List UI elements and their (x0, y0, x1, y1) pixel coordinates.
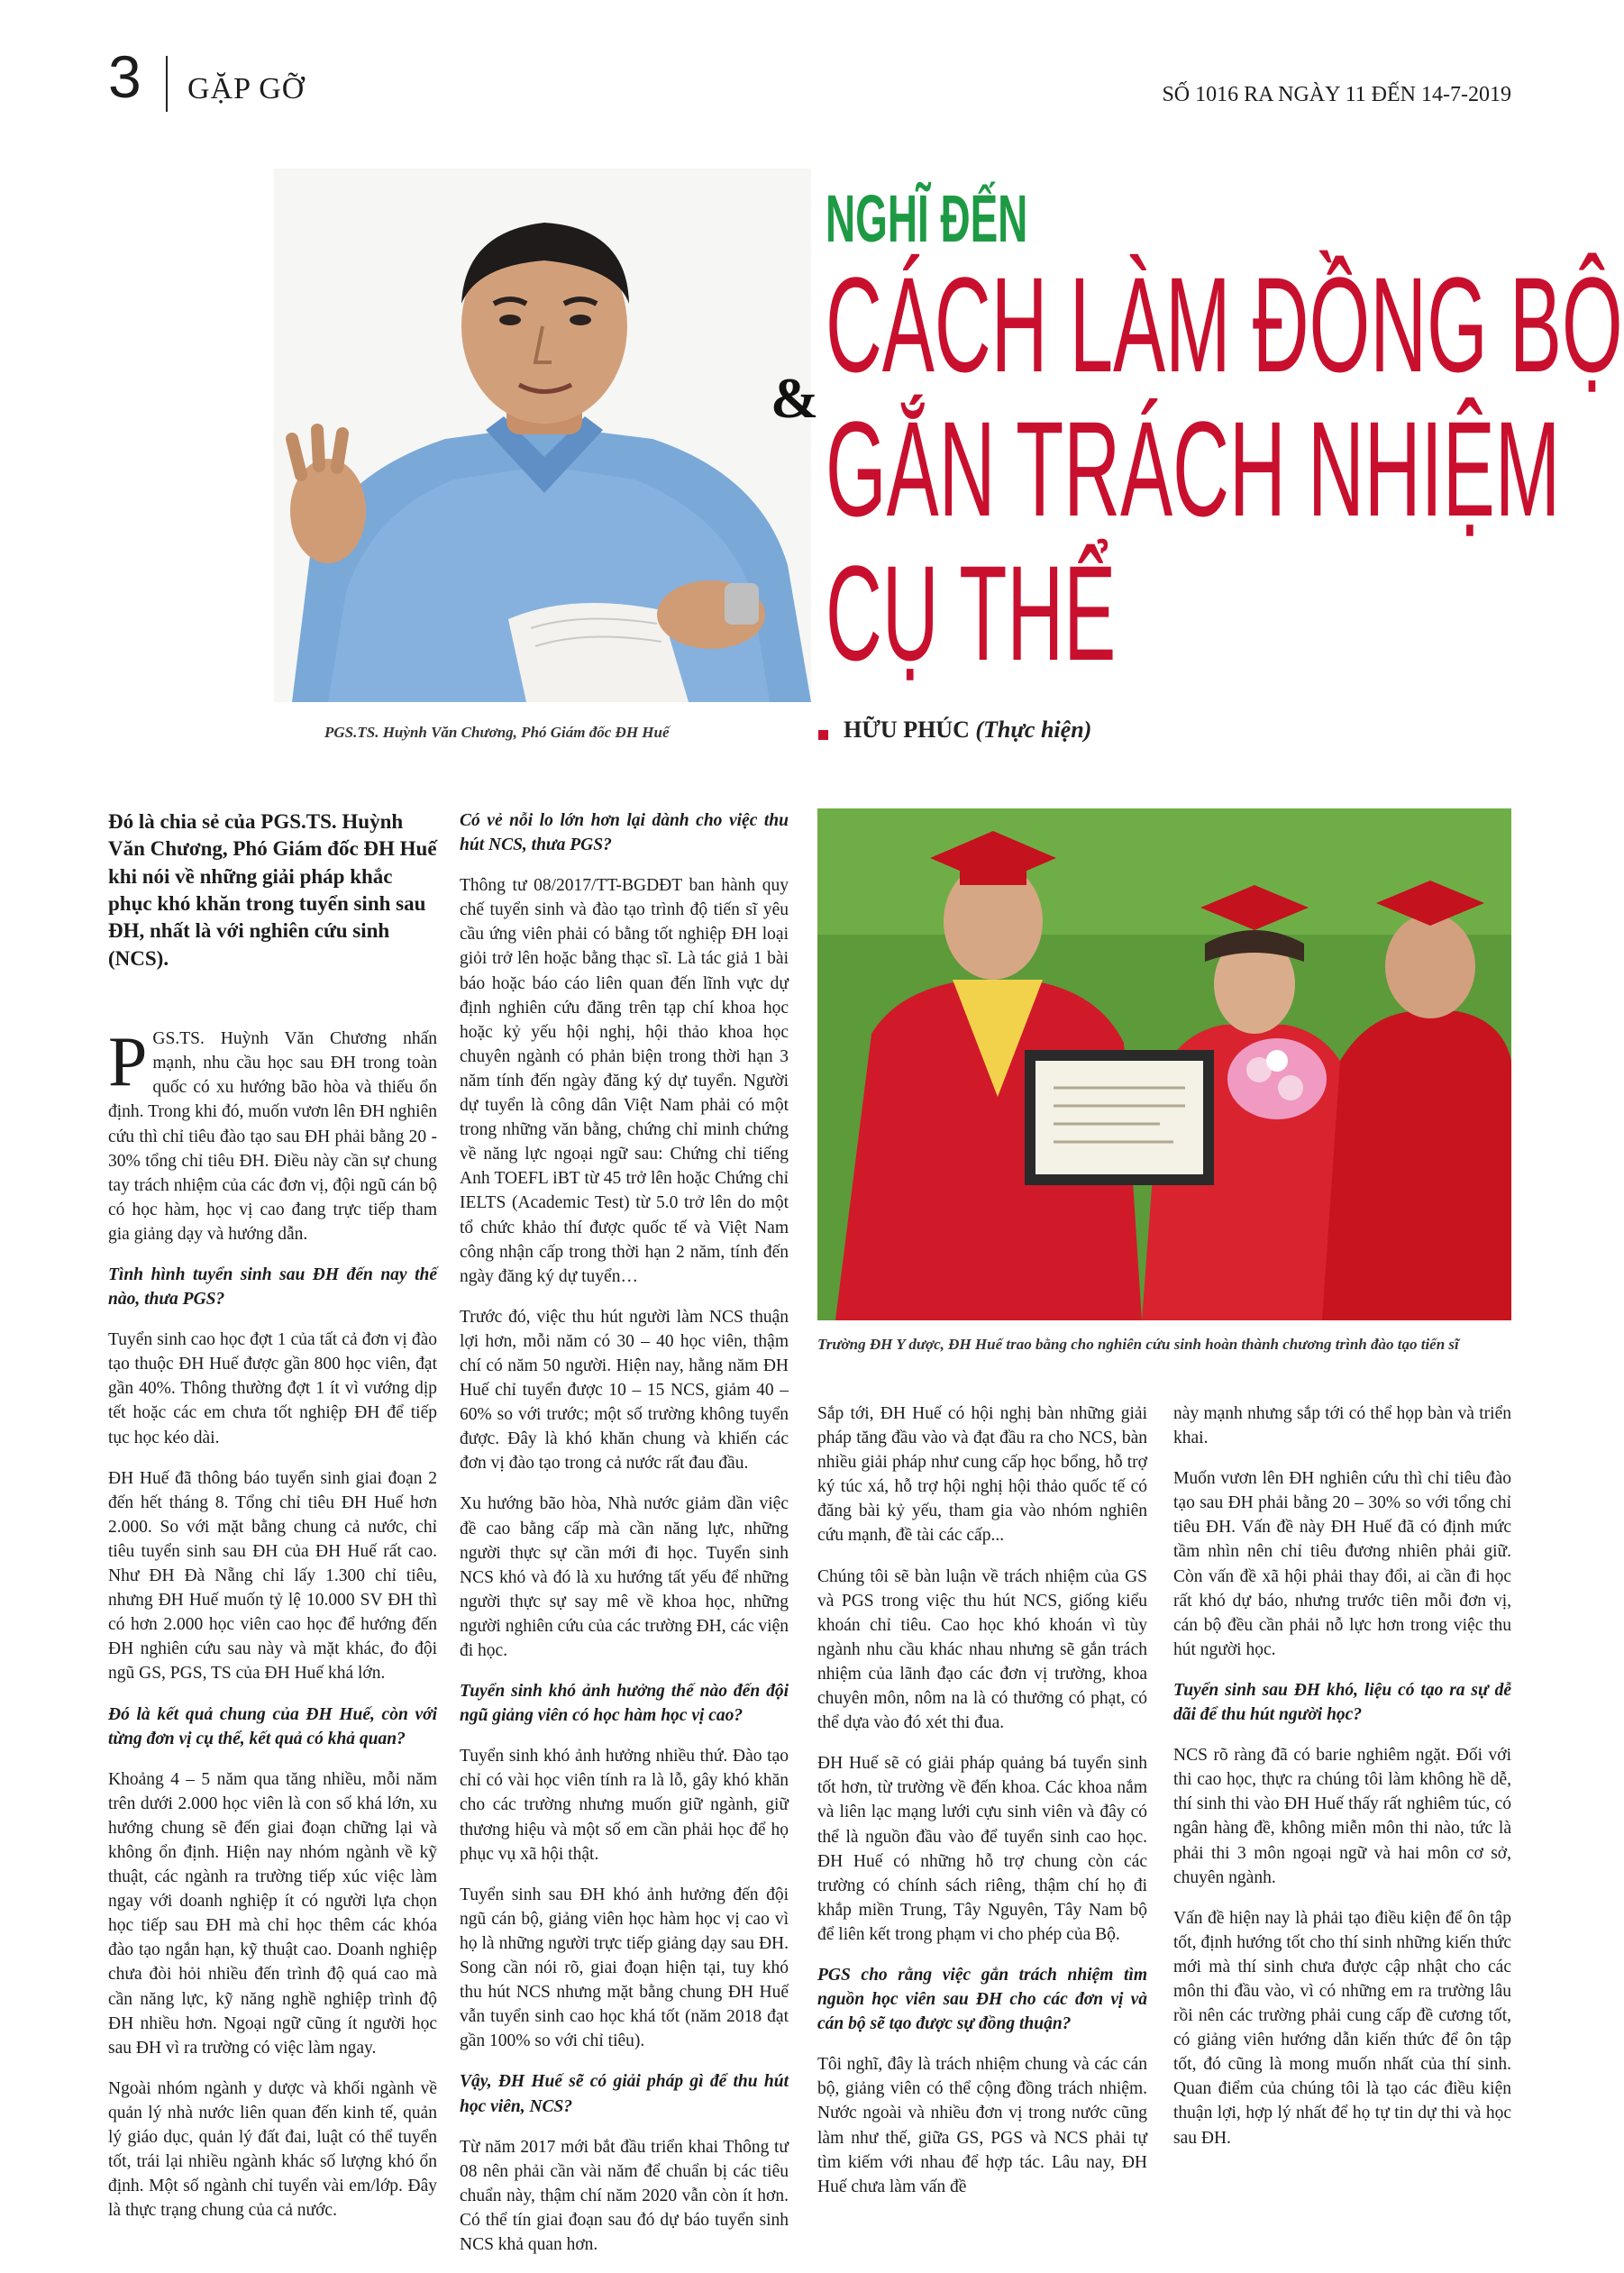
page-number: 3 (108, 43, 141, 110)
interview-question: Vậy, ĐH Huế sẽ có giải pháp gì để thu hút học viên, NCS? (460, 2072, 789, 2116)
ceremony-photo (817, 808, 1511, 1320)
drop-cap: P (108, 1022, 148, 1101)
article-paragraph: Tuyển sinh khó ảnh hưởng nhiều thứ. Đào tạo chỉ có vài học viên tính ra là lỗ, gây khó khăn cho các trường nhưng muốn giữ ngành, giữ thương hiệu và một số em cần phải học để họ phục vụ xã hội thật. (460, 1747, 789, 1864)
article-paragraph: Xu hướng bão hòa, Nhà nước giảm dần việc đề cao bằng cấp mà cần năng lực, những người thực sự cần mới đi học. Tuyển sinh NCS khó và đó là xu hướng tất yếu để những người thực sự say mê về khoa học, những người nghiên cứu của các trường ĐH, các viện đi học. (460, 1494, 789, 1660)
header-divider (166, 56, 168, 112)
ceremony-illustration (817, 808, 1511, 1320)
article-paragraph: Vấn đề hiện nay là phải tạo điều kiện để ôn tập tốt, định hướng tốt cho thí sinh những kiến thức mới mà thí sinh chưa được cập nhật cho các môn thi đầu vào, vì có những em ra trường lâu rồi nên các trường phải cung cấp đề cương tốt, có giảng viên hướng dẫn kiến thức để ôn tập tốt, đó cũng là mong muốn nhất của thí sinh. Quan điểm của chúng tôi là tạo các điều kiện thuận lợi, hợp lý nhất để họ tự tin dự thi và học sau ĐH. (1173, 1908, 1511, 2148)
title-line-3: CỤ THỂ (826, 537, 1117, 689)
article-paragraph: ĐH Huế sẽ có giải pháp quảng bá tuyển sinh tốt hơn, từ trường về đến khoa. Các khoa nắm và liên lạc mạng lưới cựu sinh viên và đây có thể là nguồn đầu vào để tuyển sinh cao học. ĐH Huế có những hỗ trợ chung còn các trường có chính sách riêng, thậm chí họ đi khắp miền Trung, Tây Nguyên, Tây Nam bộ để liên kết trong phạm vi cho phép của Bộ. (817, 1754, 1147, 1944)
title-kicker: NGHĨ ĐẾN (826, 181, 1028, 256)
interview-question: Tình hình tuyển sinh sau ĐH đến nay thế nào, thưa PGS? (108, 1265, 437, 1310)
article-paragraph: NCS rõ ràng đã có barie nghiêm ngặt. Đối với thi cao học, thực ra chúng tôi làm không hề dễ, thí sinh thi vào ĐH Huế thấy rất nghiêm túc, có ngân hàng đề, không miễn môn thi nào, tức là phải thi 3 môn ngoại ngữ và hai môn cơ sở, chuyên ngành. (1173, 1746, 1511, 1887)
portrait-caption: PGS.TS. Huỳnh Văn Chương, Phó Giám đốc ĐH Huế (324, 724, 670, 741)
article-paragraph: Tôi nghĩ, đây là trách nhiệm chung và các cán bộ, giảng viên có thể cộng đồng trách nhiệm. Nước ngoài và nhiều đơn vị trong nước cũng làm như thế, giữa GS, PGS và NCS phải tự tìm kiếm với nhau để hợp tác. Lâu nay, ĐH Huế chưa làm vấn đề (817, 2055, 1147, 2196)
interview-question: Đó là kết quả chung của ĐH Huế, còn với từng đơn vị cụ thể, kết quả có khả quan? (108, 1704, 437, 1748)
section-title: GẶP GỠ (187, 72, 306, 105)
article-paragraph: Muốn vươn lên ĐH nghiên cứu thì chỉ tiêu đào tạo sau ĐH phải bằng 20 – 30% so với tổng chỉ tiêu ĐH. Vấn đề này ĐH Huế đã có định mức tầm nhìn nên chỉ tiêu đương nhiên phải giữ. Còn vấn đề xã hội phải thay đổi, ai cần đi học rất khó dự báo, nhưng trước tiên mỗi đơn vị, cán bộ đều cần phải nỗ lực hơn trong việc thu hút người học. (1173, 1469, 1511, 1659)
article-paragraph: Khoảng 4 – 5 năm qua tăng nhiều, mỗi năm trên dưới 2.000 học viên là con số khá lớn, xu hướng chung sẽ đến giai đoạn chững lại và không ổn định. Hiện nay nhóm ngành về kỹ thuật, các ngành ra trường tiếp xúc việc làm ngay với doanh nghiệp ít có người lựa chọn học tiếp sau ĐH mà chỉ học thêm các khóa đào tạo ngắn hạn, kỹ thuật cao. Doanh nghiệp chưa đòi hỏi nhiều đến trình độ quá cao mà cần năng lực, kỹ năng nghề nghiệp trình độ ĐH nhiều hơn. Ngoại ngữ cũng ít người học sau ĐH vì ra trường có việc làm ngay. (108, 1769, 437, 2058)
issue-date: SỐ 1016 RA NGÀY 11 ĐẾN 14-7-2019 (1162, 83, 1511, 106)
interview-question: Tuyển sinh khó ảnh hưởng thế nào đến đội ngũ giảng viên có học hàm học vị cao? (460, 1682, 789, 1726)
article-paragraph: Trước đó, việc thu hút người làm NCS thuận lợi hơn, mỗi năm có 30 – 40 học viên, thậm chí có năm 50 người. Hiện nay, hằng năm ĐH Huế chỉ tuyển được 10 – 15 NCS, giảm 40 – 60% so với trước; một số trường không tuyển được. Đây là khó khăn chung và khiến các đơn vị đào tạo trong cả nước rất đau đầu. (460, 1307, 789, 1474)
byline (844, 717, 1091, 744)
article-paragraph: PGS.TS. Huỳnh Văn Chương nhấn mạnh, nhu cầu học sau ĐH trong toàn quốc có xu hướng bão hòa và thiếu ổn định. Trong khi đó, muốn vươn lên ĐH nghiên cứu thì chỉ tiêu đào tạo sau ĐH phải bằng 20 - 30% tổng chỉ tiêu ĐH. Điều này cần sự chung tay trách nhiệm của các đơn vị, đội ngũ cán bộ có học hàm, học vị cao đang trực tiếp tham gia giảng dạy và hướng dẫn. (108, 1022, 437, 1244)
article-paragraph: Sắp tới, ĐH Huế có hội nghị bàn những giải pháp tăng đầu vào và đạt đầu ra cho NCS, bàn nhiều giải pháp như cung cấp học bổng, hỗ trợ ký túc xá, hỗ trợ hội nghị hội thảo quốc tế có đăng bài kỷ yếu, tham gia vào nhóm nghiên cứu mạnh, đề tài các cấp... (817, 1404, 1147, 1546)
article-paragraph: Ngoài nhóm ngành y dược và khối ngành về quản lý nhà nước liên quan đến kinh tế, quản lý giáo dục, quản lý đất đai, luật có thể tuyển tốt, trái lại nhiều ngành khác số lượng khó ổn định. Một số ngành chỉ tuyển vài em/lớp. Đây là thực trạng chung của cả nước. (108, 2078, 437, 2221)
portrait-illustration (274, 169, 811, 702)
byline-bullet-icon (818, 730, 828, 740)
portrait-photo (274, 169, 811, 702)
article-paragraph: này mạnh nhưng sắp tới có thể họp bàn và triển khai. (1173, 1404, 1511, 1448)
interview-question: Tuyển sinh sau ĐH khó, liệu có tạo ra sự dễ dãi để thu hút người học? (1173, 1680, 1511, 1725)
article-paragraph: Chúng tôi sẽ bàn luận về trách nhiệm của GS và PGS trong việc thu hút NCS, giống kiểu khoán chỉ tiêu. Cao học khó khoán vì tùy ngành nhu cầu khác nhau nhưng sẽ gắn trách nhiệm của lãnh đạo các đơn vị trường, khoa chuyên môn, nôm na là có thưởng có phạt, có thể dựa vào đó xét thi đua. (817, 1566, 1147, 1733)
ceremony-caption: Trường ĐH Y dược, ĐH Huế trao bằng cho nghiên cứu sinh hoàn thành chương trình đào tạo tiến sĩ (817, 1336, 1459, 1353)
byline-author: HỮU PHÚC (844, 717, 970, 743)
interview-question: PGS cho rằng việc gắn trách nhiệm tìm nguồn học viên sau ĐH cho các đơn vị và cán bộ sẽ tạo được sự đồng thuận? (817, 1965, 1147, 2034)
article-lead: Đó là chia sẻ của PGS.TS. Huỳnh Văn Chương, Phó Giám đốc ĐH Huế khi nói về những giải pháp khắc phục khó khăn trong tuyển sinh sau ĐH, nhất là với nghiên cứu sinh (NCS). (108, 810, 437, 970)
article-paragraph: Tuyển sinh sau ĐH khó ảnh hưởng đến đội ngũ cán bộ, giảng viên học hàm học vị cao vì họ là những người trực tiếp giảng dạy sau ĐH. Song cần nói rõ, giai đoạn hiện tại, tuy khó thu hút NCS nhưng mặt bằng chung ĐH Huế vẫn tuyển sinh cao học khá tốt (năm 2018 đạt gần 100% so với chỉ tiêu). (460, 1885, 789, 2051)
article-paragraph: ĐH Huế đã thông báo tuyển sinh giai đoạn 2 đến hết tháng 8. Tổng chỉ tiêu ĐH Huế hơn 2.000. So với mặt bằng chung cả nước, chỉ tiêu tuyển sinh sau ĐH của ĐH Huế rất cao. Như ĐH Đà Nẵng chỉ lấy 1.300 chỉ tiêu, nhưng ĐH Huế muốn tỷ lệ 10.000 SV ĐH thì có hơn 2.000 học viên cao học để hướng đến ĐH nghiên cứu sau này và mặt khác, đo đội ngũ GS, PGS, TS của ĐH Huế khá lớn. (108, 1468, 437, 1684)
article-column-3 (817, 1401, 1147, 2215)
interview-question: Có vẻ nỗi lo lớn hơn lại dành cho việc thu hút NCS, thưa PGS? (460, 811, 789, 855)
title-ampersand: & (771, 366, 819, 430)
byline-role: (Thực hiện) (975, 717, 1092, 743)
article-column-4 (1173, 1401, 1511, 2167)
title-line-2: GẮN TRÁCH NHIỆM (826, 393, 1561, 544)
article-paragraph: Thông tư 08/2017/TT-BGDĐT ban hành quy chế tuyển sinh và đào tạo trình độ tiến sĩ yêu cầu ứng viên phải có bằng tốt nghiệp ĐH loại giỏi trở lên hoặc bằng thạc sĩ. Là tác giả 1 bài báo hoặc báo cáo liên quan đến lĩnh vực dự định nghiên cứu đăng trên tạp chí khoa học hoặc kỷ yếu hội nghị, hội thảo khoa học chuyên ngành có phản biện trong thời hạn 3 năm tính đến ngày đăng ký dự tuyển. Người dự tuyển là công dân Việt Nam phải có một trong những văn bằng, chứng chỉ minh chứng về năng lực ngoại ngữ sau: Chứng chỉ tiếng Anh TOEFL iBT từ 45 trở lên hoặc Chứng chỉ IELTS (Academic Test) từ 5.0 trở lên do một tổ chức khảo thí được quốc tế và Việt Nam công nhận cấp trong thời hạn 2 năm, tính đến ngày đăng ký dự tuyển… (460, 876, 789, 1286)
article-column-2 (460, 808, 789, 2273)
title-line-1: CÁCH LÀM ĐỒNG BỘ (826, 249, 1623, 400)
article-column-1 (108, 808, 437, 2239)
article-paragraph: Tuyển sinh cao học đợt 1 của tất cả đơn vị đào tạo thuộc ĐH Huế được gần 800 học viên, đạt gần 40%. Thông thường đợt 1 ít vì vướng dịp tết hoặc các em chưa tốt nghiệp ĐH để tiếp tục học kéo dài. (108, 1330, 437, 1447)
article-paragraph: Từ năm 2017 mới bắt đầu triển khai Thông tư 08 nên phải cần vài năm để chuẩn bị các tiêu chuẩn này, thậm chí năm 2020 vẫn còn ít hơn. Có thể tín giai đoạn sau đó dự báo tuyển sinh NCS khả quan hơn. (460, 2137, 789, 2254)
